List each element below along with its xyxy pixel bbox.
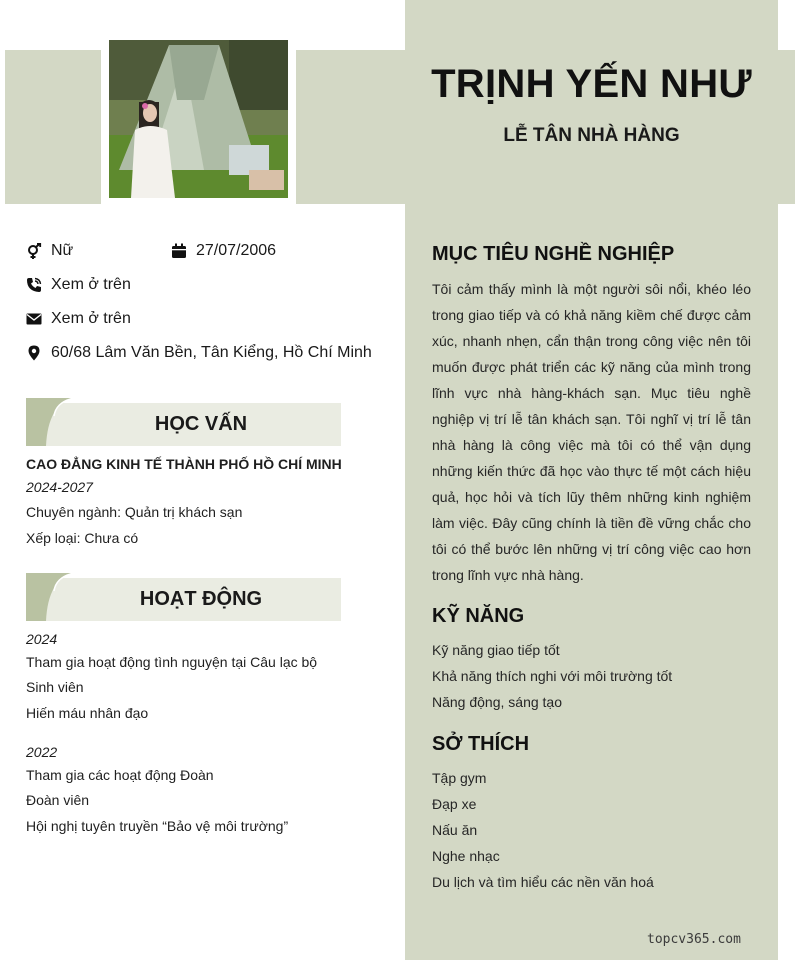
activity-line: Hiến máu nhân đạo	[26, 705, 149, 721]
profile-photo	[109, 40, 288, 198]
hobby-item: Đạp xe	[432, 796, 477, 812]
education-rank: Xếp loại: Chưa có	[26, 530, 139, 546]
job-title: LỄ TÂN NHÀ HÀNG	[503, 125, 680, 146]
hobby-item: Nghe nhạc	[432, 848, 500, 864]
header-band-left	[5, 50, 101, 204]
header-band-middle	[296, 50, 406, 204]
education-period: 2024-2027	[26, 479, 93, 495]
email-row	[25, 310, 131, 328]
dob-row	[170, 242, 276, 260]
watermark: topcv365.com	[647, 932, 741, 947]
hobby-item: Tập gym	[432, 770, 487, 786]
skill-item: Khả năng thích nghi với môi trường tốt	[432, 668, 673, 684]
objective-text: Tôi cảm thấy mình là một người sôi nổi, khéo léo trong giao tiếp và có khả năng kiềm chế được cảm xúc, nhanh nhẹn, cẩn thận trong công việc nên tôi muốn được phát triển các kỹ năng của mình trong lĩnh vực nhà hàng-khách sạn. Mục tiêu nghề nghiệp vị trí lễ tân khách sạn. Tôi nghĩ vị trí lễ tân nhà hàng là công việc mà tôi có thể vận dụng những kiến thức đã học vào thực tế một cách hiệu quả, học hỏi và tích lũy thêm những kinh nghiệm làm việc. Đây cũng chính là tiền đề vững chắc cho tôi có thể bước lên những vị trí công việc cao hơn trong lĩnh vực nhà hàng.	[432, 281, 751, 583]
activities-title: HOẠT ĐỘNG	[139, 588, 263, 610]
envelope-icon	[25, 310, 43, 328]
activity-year: 2022	[26, 744, 58, 760]
hobbies-title: SỞ THÍCH	[432, 733, 530, 755]
gender-row	[25, 242, 73, 260]
gender-value: Nữ	[51, 242, 74, 259]
phone-row	[25, 276, 131, 294]
email-value: Xem ở trên	[51, 310, 131, 327]
dob-value: 27/07/2006	[196, 242, 277, 259]
address-value: 60/68 Lâm Văn Bền, Tân Kiểng, Hồ Chí Minh	[51, 344, 372, 361]
activity-line: Hội nghị tuyên truyền “Bảo vệ môi trường”	[26, 818, 289, 834]
education-header	[26, 403, 341, 446]
activity-line: Tham gia hoạt động tình nguyện tại Câu lạc bộ	[26, 654, 318, 670]
activity-line: Đoàn viên	[26, 792, 90, 808]
education-title: HỌC VẤN	[154, 413, 248, 435]
education-major: Chuyên ngành: Quản trị khách sạn	[26, 504, 243, 520]
calendar-icon	[170, 242, 188, 260]
skill-item: Năng động, sáng tạo	[432, 694, 562, 710]
skills-title: KỸ NĂNG	[432, 605, 525, 627]
hobby-item: Du lịch và tìm hiểu các nền văn hoá	[432, 874, 654, 890]
address-row	[25, 344, 372, 362]
skill-item: Kỹ năng giao tiếp tốt	[432, 642, 560, 658]
activities-header	[26, 578, 341, 621]
activity-line: Sinh viên	[26, 679, 84, 695]
header-band-right	[778, 50, 795, 204]
education-school: CAO ĐẲNG KINH TẾ THÀNH PHỐ HỒ CHÍ MINH	[26, 456, 342, 472]
candidate-name: TRỊNH YẾN NHƯ	[431, 62, 752, 106]
gender-icon	[25, 242, 43, 260]
phone-icon	[25, 276, 43, 294]
activity-line: Tham gia các hoạt động Đoàn	[26, 767, 214, 783]
activity-year: 2024	[26, 631, 58, 647]
objective-title: MỤC TIÊU NGHỀ NGHIỆP	[432, 243, 675, 265]
phone-value: Xem ở trên	[51, 276, 131, 293]
hobby-item: Nấu ăn	[432, 822, 478, 838]
map-pin-icon	[25, 344, 43, 362]
